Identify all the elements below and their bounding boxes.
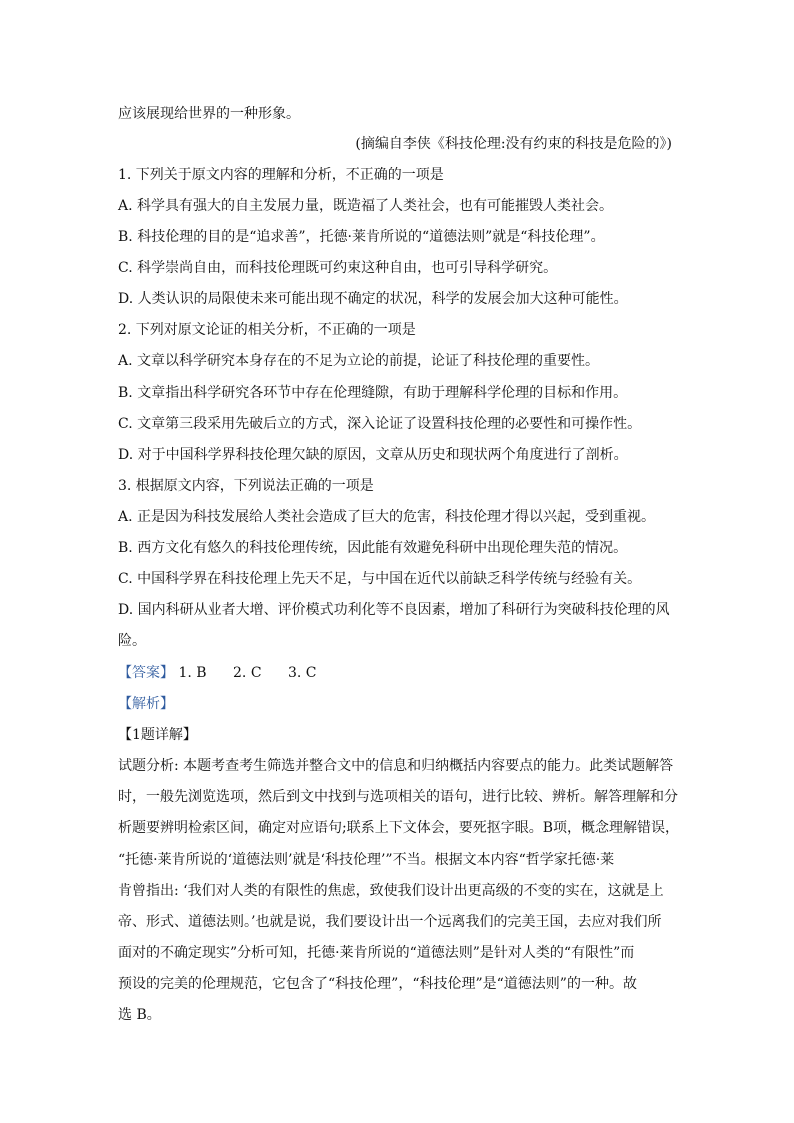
- question-1-option-b: B. 科技伦理的目的是“追求善”，托德·莱肯所说的“道德法则”就是“科技伦理”。: [118, 229, 605, 245]
- analysis-line: 选 B。: [118, 1007, 161, 1023]
- question-1-option-c: C. 科学崇尚自由，而科技伦理既可约束这种自由，也可引导科学研究。: [118, 260, 558, 276]
- text-line: 应该展现给世界的一种形象。: [118, 106, 300, 122]
- analysis-line: 肯曾指出: ‘我们对人类的有限性的焦虑，致使我们设计出更高级的不变的实在，这就是上: [118, 883, 664, 899]
- detail-heading: 【1题详解】: [118, 727, 197, 743]
- question-3-option-b: B. 西方文化有悠久的科技伦理传统，因此能有效避免科研中出现伦理失范的情况。: [118, 540, 628, 556]
- answer-item: 2. C: [233, 665, 262, 681]
- analysis-line: 帝、形式、道德法则。’也就是说，我们要设计出一个远离我们的完美王国，去应对我们所: [118, 914, 662, 930]
- question-2-option-a: A. 文章以科学研究本身存在的不足为立论的前提，论证了科技伦理的重要性。: [118, 353, 600, 369]
- analysis-line: 时，一般先浏览选项，然后到文中找到与选项相关的语句，进行比较、辨析。解答理解和分: [118, 789, 678, 805]
- question-2-option-c: C. 文章第三段采用先破后立的方式，深入论证了设置科技伦理的必要性和可操作性。: [118, 416, 642, 432]
- question-2-option-b: B. 文章指出科学研究各环节中存在伦理缝隙，有助于理解科学伦理的目标和作用。: [118, 385, 628, 401]
- answer-label: 【答案】: [118, 665, 174, 681]
- analysis-line: 面对的不确定现实”分析可知，托德·莱肯所说的“道德法则”是针对人类的“有限性”而: [118, 945, 635, 961]
- answer-line: [118, 663, 317, 683]
- analysis-heading: 【解析】: [118, 696, 174, 712]
- source-citation: (摘编自李侠《科技伦理:没有约束的科技是危险的》): [355, 136, 672, 152]
- answer-item: 1. B: [178, 665, 207, 681]
- question-1-option-a: A. 科学具有强大的自主发展力量，既造福了人类社会，也有可能摧毁人类社会。: [118, 198, 614, 214]
- question-3-option-a: A. 正是因为科技发展给人类社会造成了巨大的危害，科技伦理才得以兴起，受到重视。: [118, 509, 656, 525]
- question-3-option-c: C. 中国科学界在科技伦理上先天不足，与中国在近代以前缺乏科学传统与经验有关。: [118, 571, 642, 587]
- analysis-line: 析题要辨明检索区间，确定对应语句;联系上下文体会，要死抠字眼。B项，概念理解错误，: [118, 820, 680, 836]
- analysis-line: 试题分析: 本题考查考生筛选并整合文中的信息和归纳概括内容要点的能力。此类试题解答: [118, 758, 674, 774]
- answer-item: 3. C: [288, 665, 317, 681]
- question-1: 1. 下列关于原文内容的理解和分析，不正确的一项是: [118, 167, 444, 183]
- question-1-option-d: D. 人类认识的局限使未来可能出现不确定的状况，科学的发展会加大这种可能性。: [118, 291, 628, 307]
- analysis-line: 预设的完美的伦理规范，它包含了“科技伦理”，“科技伦理”是“道德法则”的一种。故: [118, 976, 637, 992]
- question-3-option-d: D. 国内科研从业者大增、评价模式功利化等不良因素，增加了科研行为突破科技伦理的风: [118, 602, 670, 618]
- question-2-option-d: D. 对于中国科学界科技伦理欠缺的原因，文章从历史和现状两个角度进行了剖析。: [118, 447, 628, 463]
- question-2: 2. 下列对原文论证的相关分析，不正确的一项是: [118, 322, 416, 338]
- analysis-line: “托德·莱肯所说的‘道德法则’就是‘科技伦理’”不当。根据文本内容“哲学家托德·莱: [118, 852, 615, 868]
- question-3: 3. 根据原文内容，下列说法正确的一项是: [118, 478, 374, 494]
- question-3-option-d-cont: 险。: [118, 633, 146, 649]
